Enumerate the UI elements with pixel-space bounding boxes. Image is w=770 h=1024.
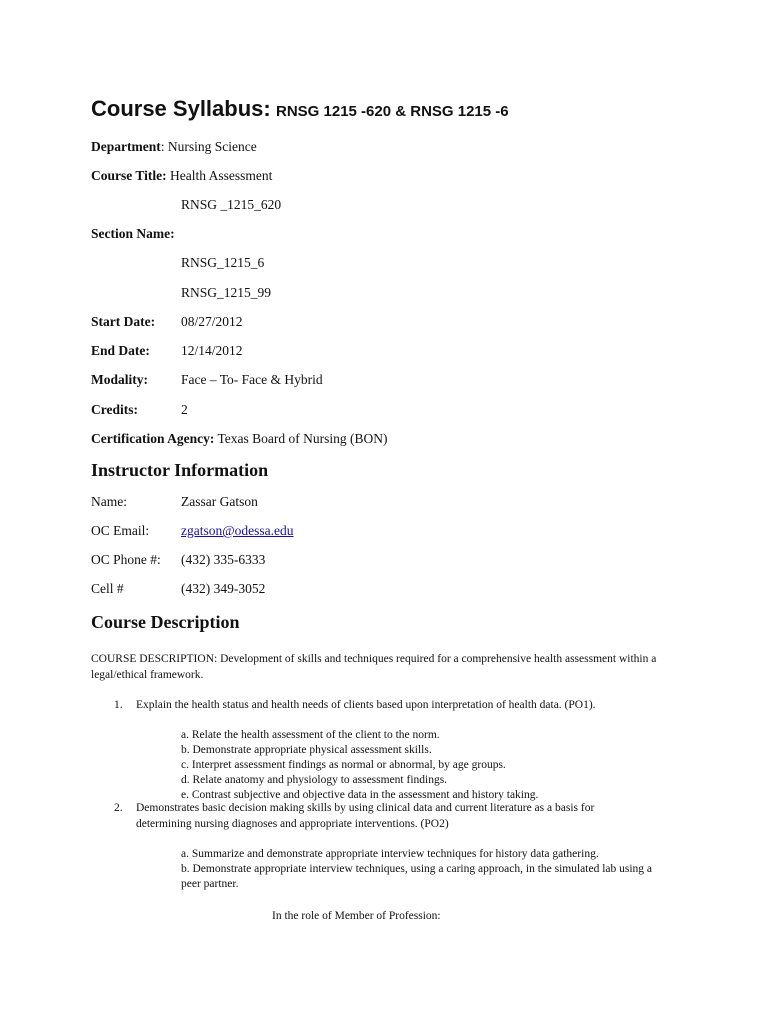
- outcome-2-text-line2: determining nursing diagnoses and appropriate interventions. (PO2): [136, 818, 449, 830]
- department-label: Department: [91, 139, 161, 154]
- phone-label: OC Phone #:: [91, 552, 161, 567]
- certification-value: Texas Board of Nursing (BON): [217, 431, 388, 446]
- section-name-label: Section Name:: [91, 226, 175, 241]
- name-label: Name:: [91, 494, 127, 509]
- certification-row: [91, 431, 388, 447]
- page-title: Course Syllabus:: [91, 96, 271, 121]
- course-title-value: Health Assessment: [170, 168, 273, 183]
- instructor-heading: Instructor Information: [91, 460, 269, 480]
- email-link[interactable]: zgatson@odessa.edu: [181, 523, 294, 538]
- cell-label: Cell #: [91, 581, 124, 596]
- section-2: RNSG_1215_6: [181, 255, 265, 270]
- outcome-2-text-line1: Demonstrates basic decision making skills by using clinical data and current literature as a basis for: [136, 802, 595, 814]
- department-row: [91, 139, 257, 155]
- role-line: In the role of Member of Profession:: [272, 910, 441, 922]
- modality-value: Face – To- Face & Hybrid: [181, 372, 323, 387]
- course-title-row: [91, 168, 272, 184]
- outcome-1-sub-a: a. Relate the health assessment of the client to the norm.: [181, 729, 440, 741]
- outcome-1-number: 1.: [114, 699, 123, 711]
- modality-label: Modality:: [91, 372, 148, 387]
- outcome-2-number: 2.: [114, 802, 123, 814]
- outcome-1-sub-d: d. Relate anatomy and physiology to assessment findings.: [181, 774, 448, 786]
- phone-value: (432) 335-6333: [181, 552, 266, 567]
- outcome-1-sub-b: b. Demonstrate appropriate physical assessment skills.: [181, 744, 432, 756]
- credits-value: 2: [181, 402, 188, 417]
- description-heading: Course Description: [91, 612, 240, 632]
- section-3: RNSG_1215_99: [181, 285, 272, 300]
- name-value: Zassar Gatson: [181, 494, 258, 509]
- email-label: OC Email:: [91, 523, 150, 538]
- certification-label: Certification Agency:: [91, 431, 215, 446]
- end-date-value: 12/14/2012: [181, 343, 243, 358]
- end-date-label: End Date:: [91, 343, 150, 358]
- credits-label: Credits:: [91, 402, 138, 417]
- outcome-1-sub-e: e. Contrast subjective and objective data in the assessment and history taking.: [181, 789, 539, 801]
- outcome-2-sub-a: a. Summarize and demonstrate appropriate interview techniques for history data gathering.: [181, 848, 599, 860]
- outcome-1-sub-c: c. Interpret assessment findings as normal or abnormal, by age groups.: [181, 759, 506, 771]
- start-date-value: 08/27/2012: [181, 314, 243, 329]
- start-date-label: Start Date:: [91, 314, 156, 329]
- cell-value: (432) 349-3052: [181, 581, 266, 596]
- outcome-2-sub-b: b. Demonstrate appropriate interview techniques, using a caring approach, in the simulated lab using a peer partner.: [181, 863, 653, 890]
- course-codes: RNSG 1215 -620 & RNSG 1215 -6: [276, 103, 509, 120]
- section-1: RNSG _1215_620: [181, 197, 282, 212]
- course-title-label: Course Title:: [91, 168, 167, 183]
- outcome-1-text: Explain the health status and health needs of clients based upon interpretation of health data. (PO1).: [136, 699, 596, 711]
- department-value: : Nursing Science: [160, 139, 257, 154]
- course-description-text: COURSE DESCRIPTION: Development of skills and techniques required for a comprehensive health assessment within a legal/ethical framework.: [91, 653, 657, 681]
